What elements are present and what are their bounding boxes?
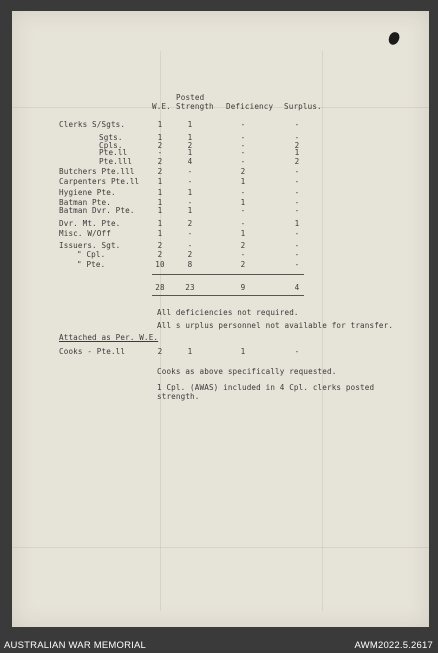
row-label: Clerks S/Sgts. (59, 120, 126, 129)
cell-deficiency: - (240, 141, 246, 150)
cell-strength: 1 (187, 148, 193, 157)
cell-we: 1 (157, 219, 163, 228)
row-label: Misc. W/Off (59, 229, 111, 238)
footer-accession: AWM2022.5.2617 (354, 640, 433, 651)
cell-we: 2 (157, 167, 163, 176)
fold-line (322, 51, 323, 611)
cell-strength: - (187, 229, 193, 238)
attached-we: 2 (157, 347, 163, 356)
cell-deficiency: 2 (240, 241, 246, 250)
cell-deficiency: 2 (240, 167, 246, 176)
header-surplus: Surplus. (284, 102, 322, 111)
cell-deficiency: 1 (240, 229, 246, 238)
row-label: Hygiene Pte. (59, 188, 116, 197)
cell-we: 1 (157, 120, 163, 129)
cell-strength: - (187, 177, 193, 186)
cell-we: 1 (157, 229, 163, 238)
row-label: Pte.ll (99, 148, 128, 157)
fold-line (12, 547, 429, 548)
cell-we: 1 (157, 177, 163, 186)
row-label: Carpenters Pte.ll (59, 177, 140, 186)
totals-rule-bottom (152, 295, 304, 296)
cell-surplus: - (294, 188, 300, 197)
cell-surplus: - (294, 133, 300, 142)
attached-strength: 1 (187, 347, 193, 356)
row-label: " Cpl. (77, 250, 106, 259)
cell-strength: - (187, 198, 193, 207)
footer-source: AUSTRALIAN WAR MEMORIAL (4, 640, 147, 651)
cell-deficiency: - (240, 206, 246, 215)
cell-surplus: - (294, 250, 300, 259)
attached-deficiency: 1 (240, 347, 246, 356)
row-label: Cpls. (99, 141, 123, 150)
cell-deficiency: 2 (240, 260, 246, 269)
cell-we: 1 (157, 188, 163, 197)
cell-we: 2 (157, 250, 163, 259)
cell-surplus: - (294, 241, 300, 250)
header-deficiency: Deficiency (226, 102, 274, 111)
remark-strength: strength. (157, 392, 200, 401)
header-posted: Posted (176, 93, 205, 102)
cell-we: 10 (155, 260, 165, 269)
cell-surplus: 1 (294, 148, 300, 157)
cell-deficiency: 1 (240, 177, 246, 186)
total-we: 28 (155, 283, 165, 292)
row-label: Sgts. (99, 133, 123, 142)
cell-surplus: - (294, 206, 300, 215)
row-label: Butchers Pte.lll (59, 167, 135, 176)
cell-we: 1 (157, 198, 163, 207)
cell-deficiency: - (240, 120, 246, 129)
cell-strength: 1 (187, 206, 193, 215)
cell-surplus: 1 (294, 219, 300, 228)
cell-strength: 8 (187, 260, 193, 269)
header-strength: Strength (176, 102, 214, 111)
cell-strength: 2 (187, 250, 193, 259)
cell-surplus: - (294, 198, 300, 207)
row-label: Batman Pte. (59, 198, 111, 207)
note-surplus: All s urplus personnel not available for transfer. (157, 321, 394, 330)
cell-deficiency: - (240, 133, 246, 142)
row-label: Pte.lll (99, 157, 133, 166)
cell-we: 2 (157, 157, 163, 166)
row-label: Dvr. Mt. Pte. (59, 219, 121, 228)
total-strength: 23 (185, 283, 195, 292)
total-deficiency: 9 (240, 283, 246, 292)
cell-strength: - (187, 241, 193, 250)
total-surplus: 4 (294, 283, 300, 292)
cell-we: 2 (157, 141, 163, 150)
cell-surplus: 2 (294, 157, 300, 166)
punch-hole (387, 31, 401, 47)
fold-line (12, 107, 429, 108)
cell-surplus: - (294, 167, 300, 176)
remark-cooks: Cooks as above specifically requested. (157, 367, 337, 376)
cell-strength: 2 (187, 219, 193, 228)
cell-we: 2 (157, 241, 163, 250)
cell-strength: 1 (187, 133, 193, 142)
cell-deficiency: - (240, 250, 246, 259)
totals-rule-top (152, 274, 304, 275)
cell-surplus: - (294, 177, 300, 186)
row-label: " Pte. (77, 260, 106, 269)
cell-strength: - (187, 167, 193, 176)
cell-strength: 1 (187, 188, 193, 197)
attached-heading: Attached as Per. W.E. (59, 333, 159, 342)
row-label: Issuers. Sgt. (59, 241, 121, 250)
cell-deficiency: - (240, 157, 246, 166)
cell-we: - (157, 148, 163, 157)
cell-deficiency: - (240, 219, 246, 228)
cell-surplus: 2 (294, 141, 300, 150)
cell-surplus: - (294, 260, 300, 269)
cell-deficiency: 1 (240, 198, 246, 207)
cell-we: 1 (157, 206, 163, 215)
header-we: W.E. (152, 102, 171, 111)
attached-surplus: - (294, 347, 300, 356)
cell-we: 1 (157, 133, 163, 142)
note-deficiencies: All deficiencies not required. (157, 308, 299, 317)
cell-surplus: - (294, 229, 300, 238)
cell-strength: 4 (187, 157, 193, 166)
attached-label: Cooks - Pte.ll (59, 347, 126, 356)
cell-deficiency: - (240, 148, 246, 157)
document-page (12, 11, 429, 627)
cell-surplus: - (294, 120, 300, 129)
row-label: Batman Dvr. Pte. (59, 206, 135, 215)
cell-deficiency: - (240, 188, 246, 197)
remark-awas: 1 Cpl. (AWAS) included in 4 Cpl. clerks posted (157, 383, 375, 392)
cell-strength: 2 (187, 141, 193, 150)
cell-strength: 1 (187, 120, 193, 129)
